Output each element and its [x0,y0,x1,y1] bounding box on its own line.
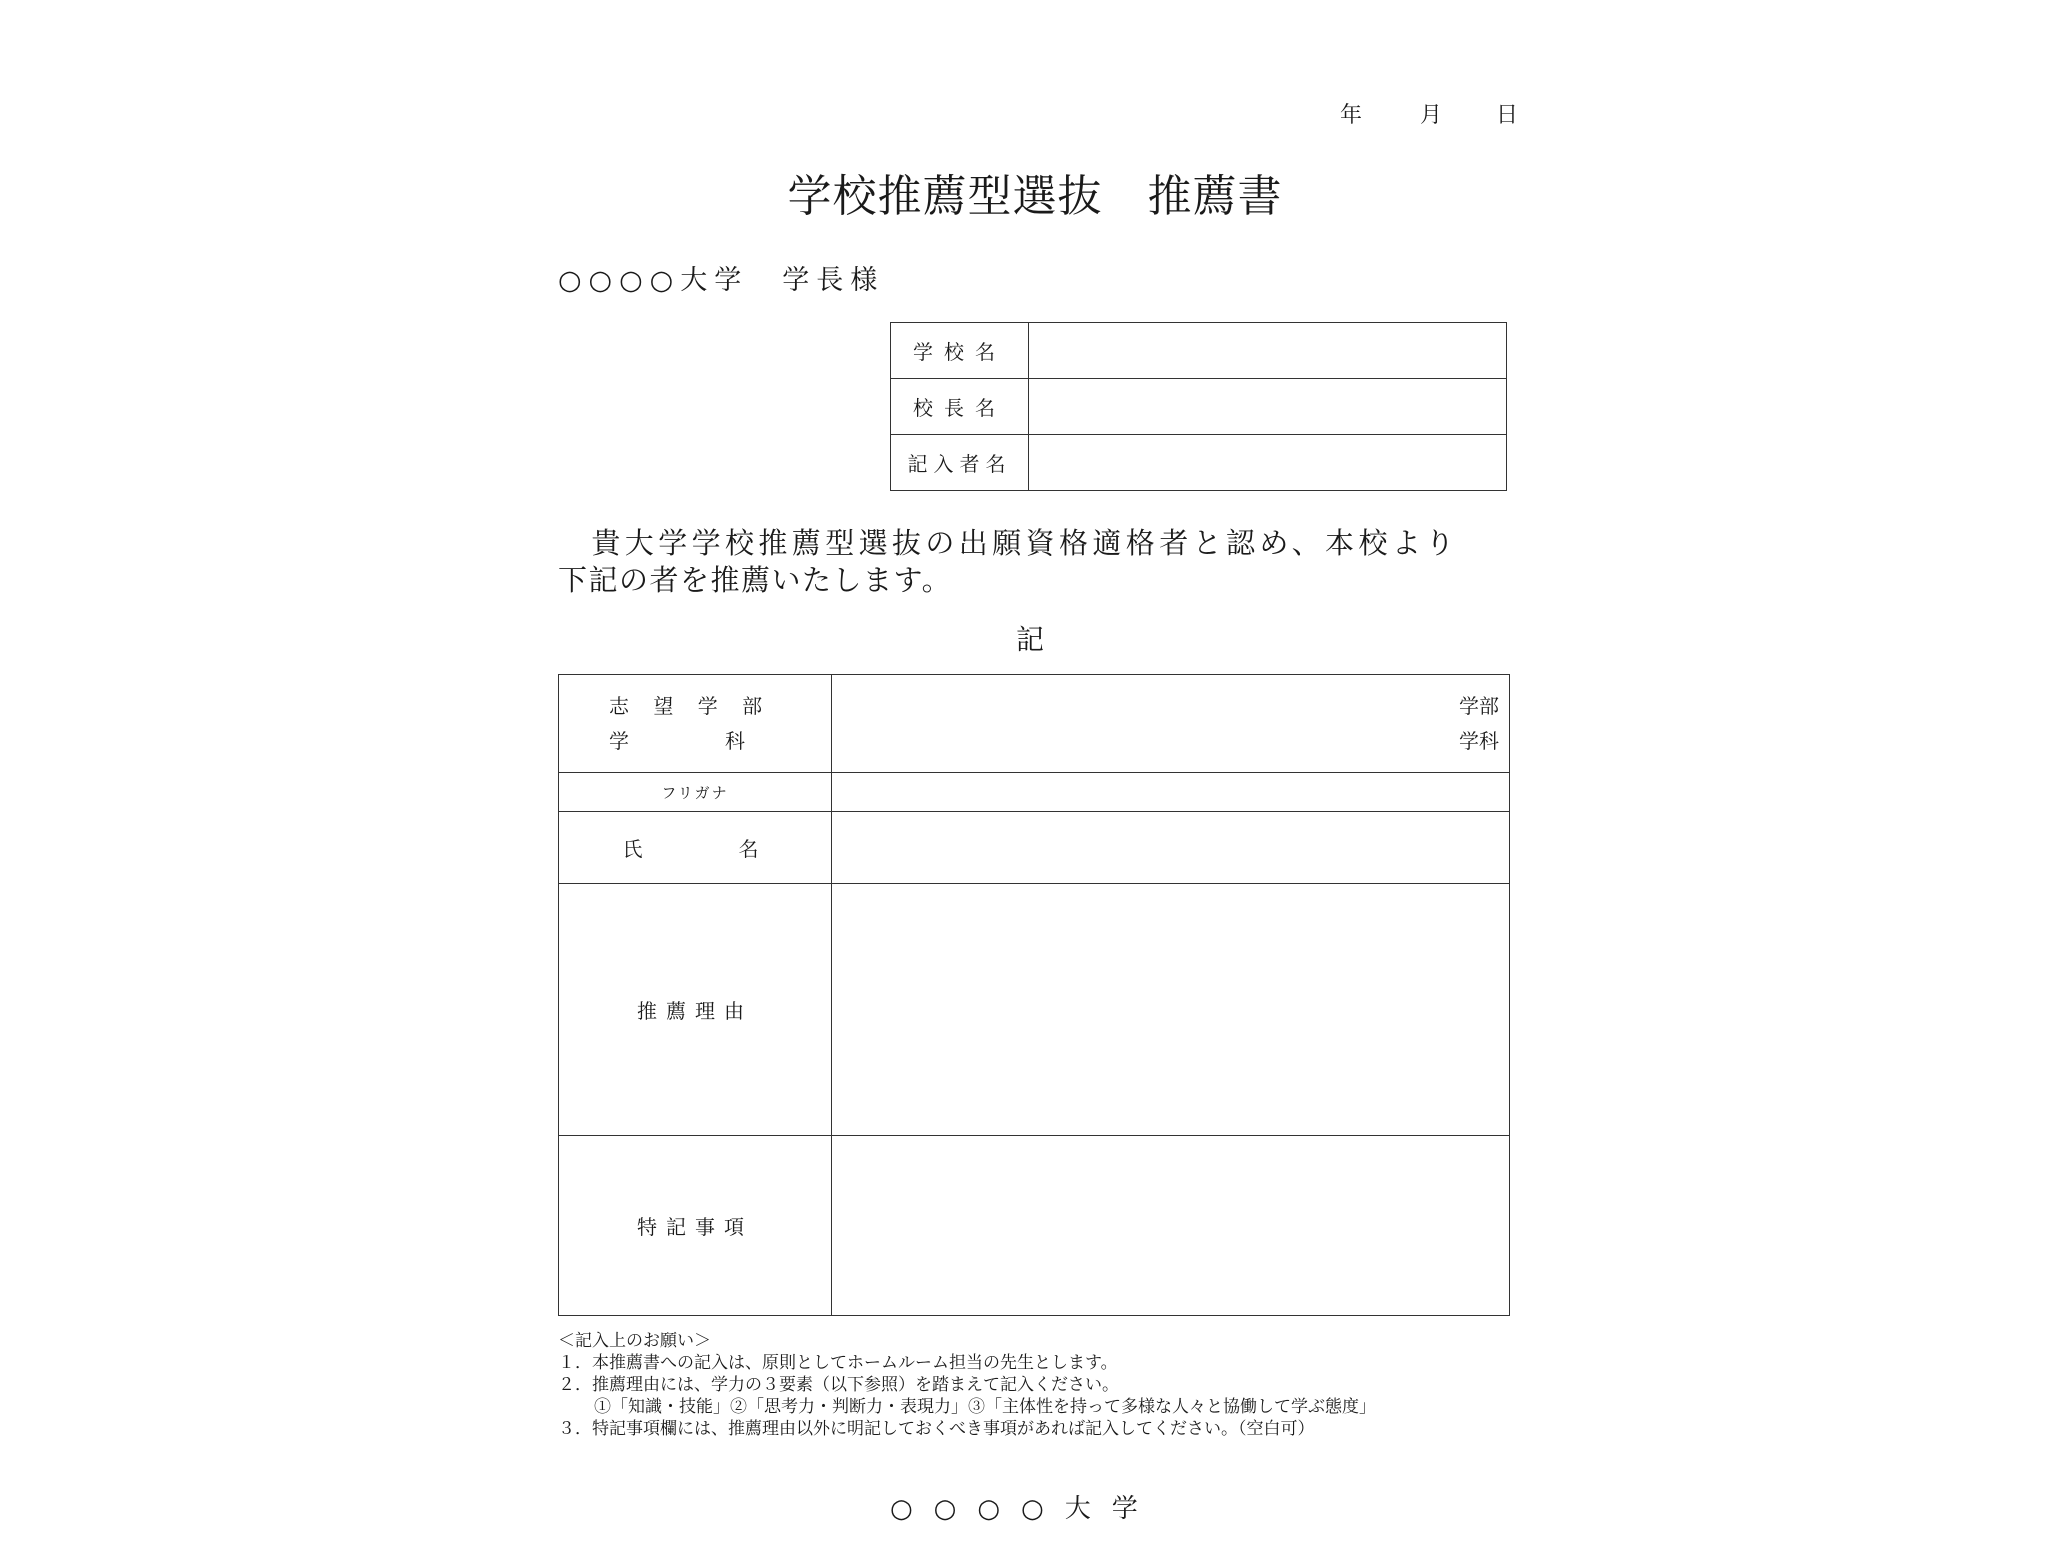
candidate-table [558,674,1510,1316]
university-name: ○○○○大学 [890,1494,1159,1524]
faculty-suffix: 学部 [1459,694,1499,718]
reason-label: 推薦理由 [559,884,832,1136]
principal-name-row [891,379,1507,435]
department-label-line-1: 志 望 学 部 [609,693,772,718]
instruction-subitem: ①「知識・技能」②「思考力・判断力・表現力」③「主体性を持って多様な人々と協働して学ぶ態度」 [594,1397,1376,1417]
date-month: 月 [1420,103,1443,128]
dept-suffix: 学科 [1459,729,1499,753]
instruction-item: １．本推薦書への記入は、原則としてホームルーム担当の先生とします。 [558,1353,1118,1373]
special-notes-label: 特記事項 [559,1136,832,1316]
school-name-row [891,323,1507,379]
department-row [559,675,1510,773]
name-field[interactable] [832,812,1510,884]
principal-name-field[interactable] [1029,379,1507,435]
date-year: 年 [1340,103,1363,128]
department-label [559,675,832,773]
date-line [1340,98,1520,130]
instructions-heading: ＜記入上のお願い＞ [558,1331,711,1351]
department-suffixes [1459,689,1499,759]
school-name-label: 学校名 [891,323,1029,379]
name-label: 氏 名 [559,812,832,884]
instruction-item: ３．特記事項欄には、推薦理由以外に明記しておくべき事項があれば記入してください。（空白可） [558,1419,1315,1439]
department-label-line-2: 学 科 [609,728,754,753]
instruction-item: ２．推薦理由には、学力の３要素（以下参照）を踏まえて記入ください。 [558,1375,1119,1395]
name-row [559,812,1510,884]
recommendation-statement [558,525,1513,605]
addressee: ○○○○大学 学長様 [558,265,885,296]
special-notes-row [559,1136,1510,1316]
furigana-field[interactable] [832,773,1510,812]
principal-name-label: 校長名 [891,379,1029,435]
special-notes-field[interactable] [832,1136,1510,1316]
school-name-field[interactable] [1029,323,1507,379]
ki-heading: 記 [1015,623,1044,656]
date-day: 日 [1496,103,1519,128]
school-info-table [890,322,1507,491]
furigana-row [559,773,1510,812]
writer-name-row [891,435,1507,491]
writer-name-field[interactable] [1029,435,1507,491]
statement-line-2: 下記の者を推薦いたします。 [558,563,953,597]
instructions [558,1330,1518,1450]
statement-line-1: 貴大学学校推薦型選抜の出願資格適格者と認め、本校より [558,526,1459,560]
document-title: 学校推薦型選抜 推薦書 [787,171,1283,222]
writer-name-label: 記入者名 [891,435,1029,491]
reason-field[interactable] [832,884,1510,1136]
department-field[interactable] [832,675,1510,773]
reason-row [559,884,1510,1136]
furigana-label: フリガナ [559,773,832,812]
